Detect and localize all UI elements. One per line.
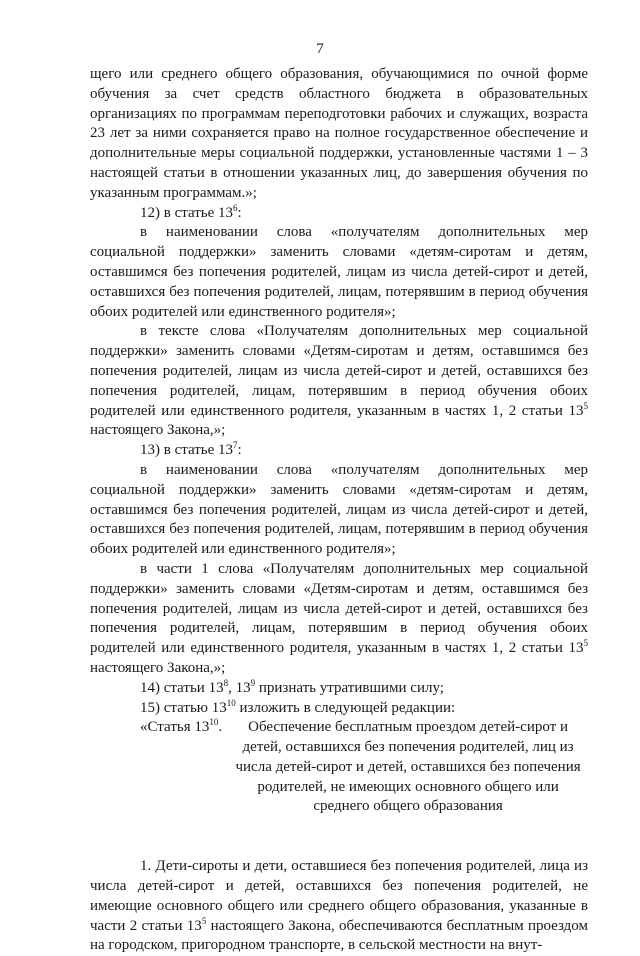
text-run: «Статья 13 [140, 719, 210, 736]
text-run: признать утратившими силу; [255, 679, 444, 696]
superscript: 5 [201, 915, 207, 926]
paragraph [90, 560, 588, 679]
paragraph [90, 322, 588, 441]
paragraph-list [90, 65, 588, 718]
text-run: 1. Дети-сироты и дети, оставшиеся без попечения родителей, лица из числа детей-сирот и детей, оставшихся без попечения родителей, не имеющие основного общего или среднего общего образования, указанные в части 2 статьи 13 [90, 858, 588, 934]
text-run: 12) в статье 13 [140, 204, 234, 221]
text-run: щего или среднего общего образования, обучающимися по очной форме обучения за счет средств областного бюджета в образовательных организациях по программам переподготовки рабочих и служащих, возраста 23 лет за ними сохраняется право на полное государственное обеспечение и дополнительные меры социальной поддержки, установленные частями 1 – 3 настоящей статьи в отношении указанных лиц, до завершения обучения по указанным программам.»; [90, 66, 588, 201]
text-run: 14) статьи 13 [140, 679, 224, 696]
text-run: в тексте слова «Получателям дополнительных мер социальной поддержки» заменить словами «Детям-сиротам и детям, оставшимся без попечения родителей, лицам из числа детей-сирот и детей, оставшихся без попечения родителей, лицам, потерявшим в период обучения обоих родителей или единственного родителя, указанным в частях 1, 2 статьи 13 [90, 323, 588, 419]
superscript: 5 [583, 400, 588, 411]
text-run: 15) статью 13 [140, 699, 227, 716]
text-run: : [237, 204, 242, 221]
section-gap [90, 817, 588, 857]
paragraph [90, 461, 588, 560]
text-run: в наименовании слова «получателям дополнительных мер социальной поддержки» заменить словами «детям-сиротам и детям, оставшимся без попечения родителей, лицам из числа детей-сирот и детей, оставшихся без попечения родителей, лицам, потерявшим в период обучения обоих родителей или единственного родителя»; [90, 461, 588, 558]
document-body [90, 65, 588, 956]
text-run: настоящего Закона,»; [90, 422, 226, 439]
superscript: 10 [226, 697, 236, 708]
article-heading [140, 718, 588, 817]
superscript: 9 [250, 677, 256, 688]
superscript: 10 [209, 717, 219, 728]
text-run: изложить в следующей редакции: [235, 699, 456, 716]
text-run: , 13 [228, 679, 251, 696]
text-run: в части 1 слова «Получателям дополнительных мер социальной поддержки» заменить словами «Детям-сиротам и детям, оставшимся без попечения родителей, лицам из числа детей-сирот и детей, оставшихся без попечения родителей, лицам, потерявшим в период обучения обоих родителей или единственного родителя, указанным в частях 1, 2 статьи 13 [90, 560, 588, 657]
paragraph [90, 699, 588, 719]
text-run: 13) в статье 13 [140, 442, 234, 459]
article-title: Обеспечение бесплатным проездом детей-сирот и детей, оставшихся без попечения родителей, лиц из числа детей-сирот и детей, оставшихся без попечения родителей, не имеющих основного общего или среднего общего образования [235, 719, 581, 815]
text-run: в наименовании слова «получателям дополнительных мер социальной поддержки» заменить словами «детям-сиротам и детям, оставшимся без попечения родителей, лицам из числа детей-сирот и детей, оставшихся без попечения родителей, лицам, потерявшим в период обучения обоих родителей или единственного родителя»; [90, 224, 588, 320]
superscript: 6 [233, 202, 238, 213]
paragraph [90, 65, 588, 204]
text-run: : [237, 442, 242, 459]
superscript: 8 [223, 677, 229, 688]
text-run: настоящего Закона,»; [90, 659, 226, 676]
superscript: 7 [233, 440, 238, 451]
paragraph [90, 204, 588, 224]
superscript: 5 [583, 638, 588, 649]
text-run: настоящего Закона, обеспечиваются бесплатным проездом на городском, пригородном транспорте, в сельской местности на внут- [90, 917, 588, 954]
text-run: . [218, 719, 223, 736]
page-number: 7 [316, 41, 324, 57]
paragraph [90, 223, 588, 322]
article-label [140, 718, 228, 817]
paragraph-final [90, 857, 588, 956]
paragraph [90, 441, 588, 461]
paragraph [90, 679, 588, 699]
